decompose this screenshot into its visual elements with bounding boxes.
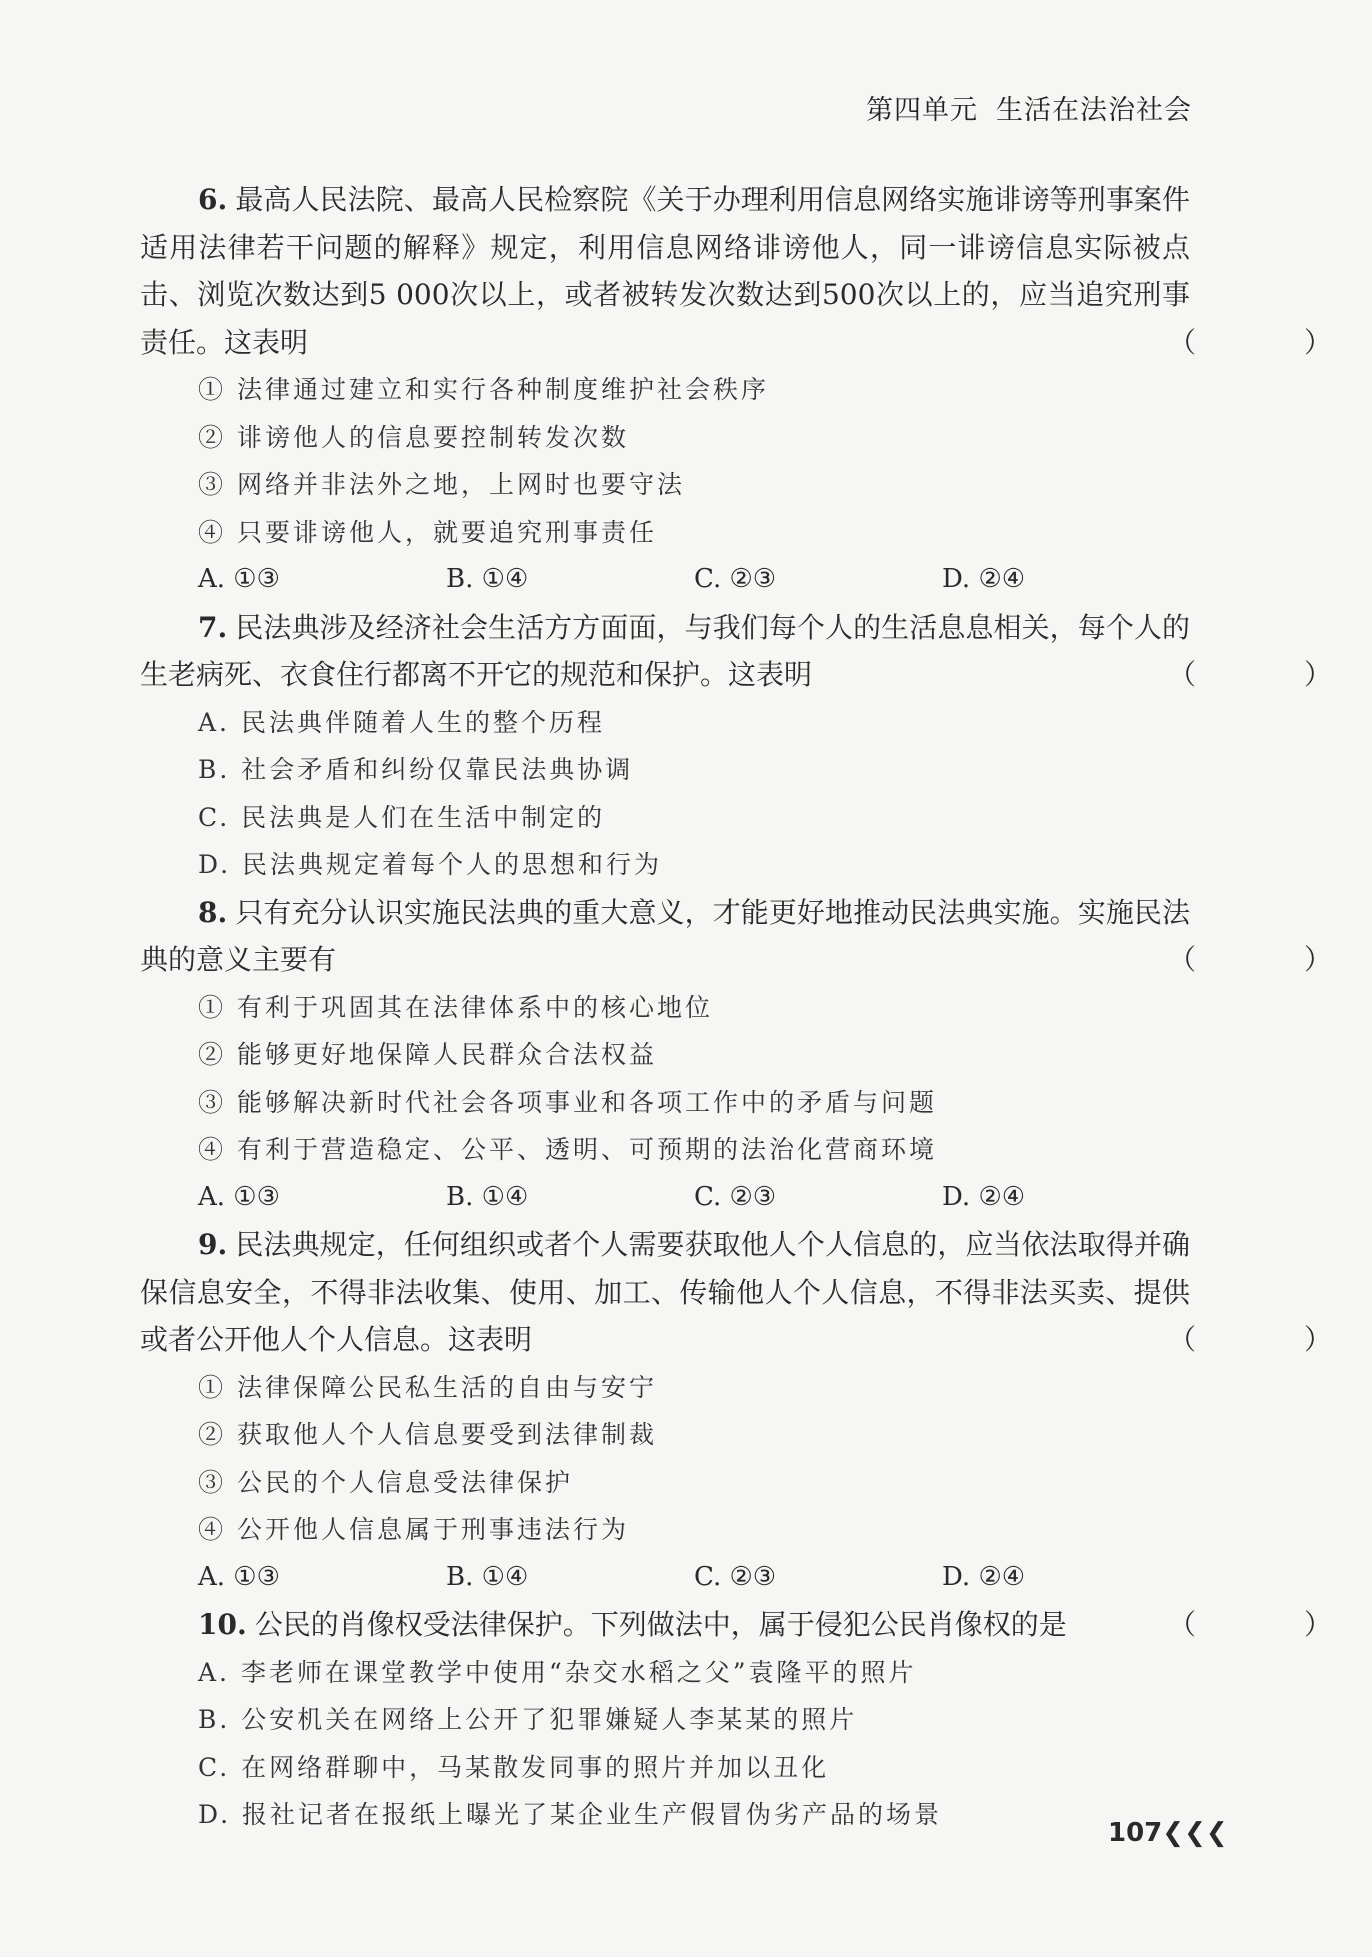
option-item: ① 法律保障公民私生活的自由与安宁	[198, 1372, 657, 1402]
question-6	[140, 176, 1372, 604]
choice-A: A. ①③	[198, 1561, 280, 1592]
question-text: 最高人民法院、最高人民检察院《关于办理利用信息网络实施诽谤等刑事案件适用法律若干问题的解释》规定，利用信息网络诽谤他人，同一诽谤信息实际被点击、浏览次数达到5 000次以上，或者被转发次数达到500次以上的，应当追究刑事责任。这表明	[140, 183, 1190, 359]
question-number: 8.	[198, 895, 228, 929]
choice-C: C. ②③	[694, 564, 777, 594]
option-item: ③ 网络并非法外之地，上网时也要守法	[198, 470, 685, 499]
choice-A: A. ①③	[198, 1181, 280, 1212]
choice-B: B. ①④	[446, 1561, 529, 1592]
answer-blank: （ ）	[1168, 943, 1372, 976]
option-item: ③ 能够解决新时代社会各项事业和各项工作中的矛盾与问题	[198, 1087, 937, 1117]
question-number: 9.	[198, 1228, 228, 1261]
option-item: ④ 只要诽谤他人，就要追究刑事责任	[198, 517, 657, 547]
question-number: 10.	[198, 1608, 247, 1641]
question-stem	[140, 604, 1372, 699]
option-item: ④ 公开他人信息属于刑事违法行为	[198, 1515, 629, 1544]
question-stem	[140, 1221, 1372, 1364]
chevrons-icon: ❮❮❮	[1162, 1818, 1228, 1848]
question-9	[140, 1221, 1372, 1601]
option-item: ① 法律通过建立和实行各种制度维护社会秩序	[198, 375, 769, 404]
answer-blank: （ ）	[1168, 325, 1372, 359]
option-item: A. 民法典伴随着人生的整个历程	[198, 707, 605, 737]
option-item: B. 社会矛盾和纠纷仅靠民法典协调	[198, 755, 634, 784]
option-item: D. 民法典规定着每个人的思想和行为	[198, 850, 663, 879]
option-item: ④ 有利于营造稳定、公平、透明、可预期的法治化营商环境	[198, 1135, 937, 1164]
option-item: A. 李老师在课堂教学中使用“杂交水稻之父”袁隆平的照片	[198, 1657, 917, 1687]
answer-blank: （ ）	[1168, 1608, 1372, 1641]
choice-B: B. ①④	[446, 564, 529, 594]
answer-blank: （ ）	[1168, 1323, 1372, 1356]
question-stem	[140, 1601, 1372, 1649]
choice-D: D. ②④	[942, 1561, 1026, 1592]
question-number: 6.	[198, 183, 228, 216]
question-7	[140, 604, 1372, 889]
unit-label: 第四单元	[866, 95, 978, 126]
choice-row	[140, 556, 1190, 604]
option-item: ① 有利于巩固其在法律体系中的核心地位	[198, 992, 713, 1022]
option-item: C. 在网络群聊中，马某散发同事的照片并加以丑化	[198, 1752, 830, 1782]
question-text: 公民的肖像权受法律保护。下列做法中，属于侵犯公民肖像权的是	[254, 1608, 1067, 1641]
choice-A: A. ①③	[198, 564, 280, 594]
question-text: 民法典规定，任何组织或者个人需要获取他人个人信息的，应当依法取得并确保信息安全，不得非法收集、使用、加工、传输他人个人信息，不得非法买卖、提供或者公开他人个人信息。这表明	[140, 1228, 1190, 1356]
unit-title: 生活在法治社会	[996, 95, 1192, 126]
option-item: B. 公安机关在网络上公开了犯罪嫌疑人李某某的照片	[198, 1705, 858, 1734]
question-8	[140, 889, 1372, 1222]
question-text: 民法典涉及经济社会生活方方面面，与我们每个人的生活息息相关，每个人的生老病死、衣食住行都离不开它的规范和保护。这表明	[140, 610, 1190, 691]
option-item: D. 报社记者在报纸上曝光了某企业生产假冒伪劣产品的场景	[198, 1800, 943, 1829]
choice-C: C. ②③	[694, 1181, 777, 1212]
question-stem	[140, 889, 1372, 984]
choice-B: B. ①④	[446, 1181, 529, 1212]
running-header	[866, 88, 1192, 127]
choice-row	[140, 1174, 1190, 1222]
option-item: ② 能够更好地保障人民群众合法权益	[198, 1040, 657, 1069]
choice-C: C. ②③	[694, 1561, 777, 1592]
option-item: ③ 公民的个人信息受法律保护	[198, 1467, 573, 1497]
question-stem	[140, 176, 1372, 366]
option-item: ② 获取他人个人信息要受到法律制裁	[198, 1420, 657, 1449]
question-text: 只有充分认识实施民法典的重大意义，才能更好地推动民法典实施。实施民法典的意义主要有	[140, 895, 1190, 976]
page-number: 107❮❮❮	[1108, 1818, 1228, 1848]
choice-D: D. ②④	[942, 564, 1026, 594]
choice-row	[140, 1554, 1190, 1602]
option-item: ② 诽谤他人的信息要控制转发次数	[198, 422, 629, 452]
question-number: 7.	[198, 610, 228, 644]
choice-D: D. ②④	[942, 1181, 1026, 1212]
option-item: C. 民法典是人们在生活中制定的	[198, 802, 606, 832]
answer-blank: （ ）	[1168, 658, 1372, 691]
